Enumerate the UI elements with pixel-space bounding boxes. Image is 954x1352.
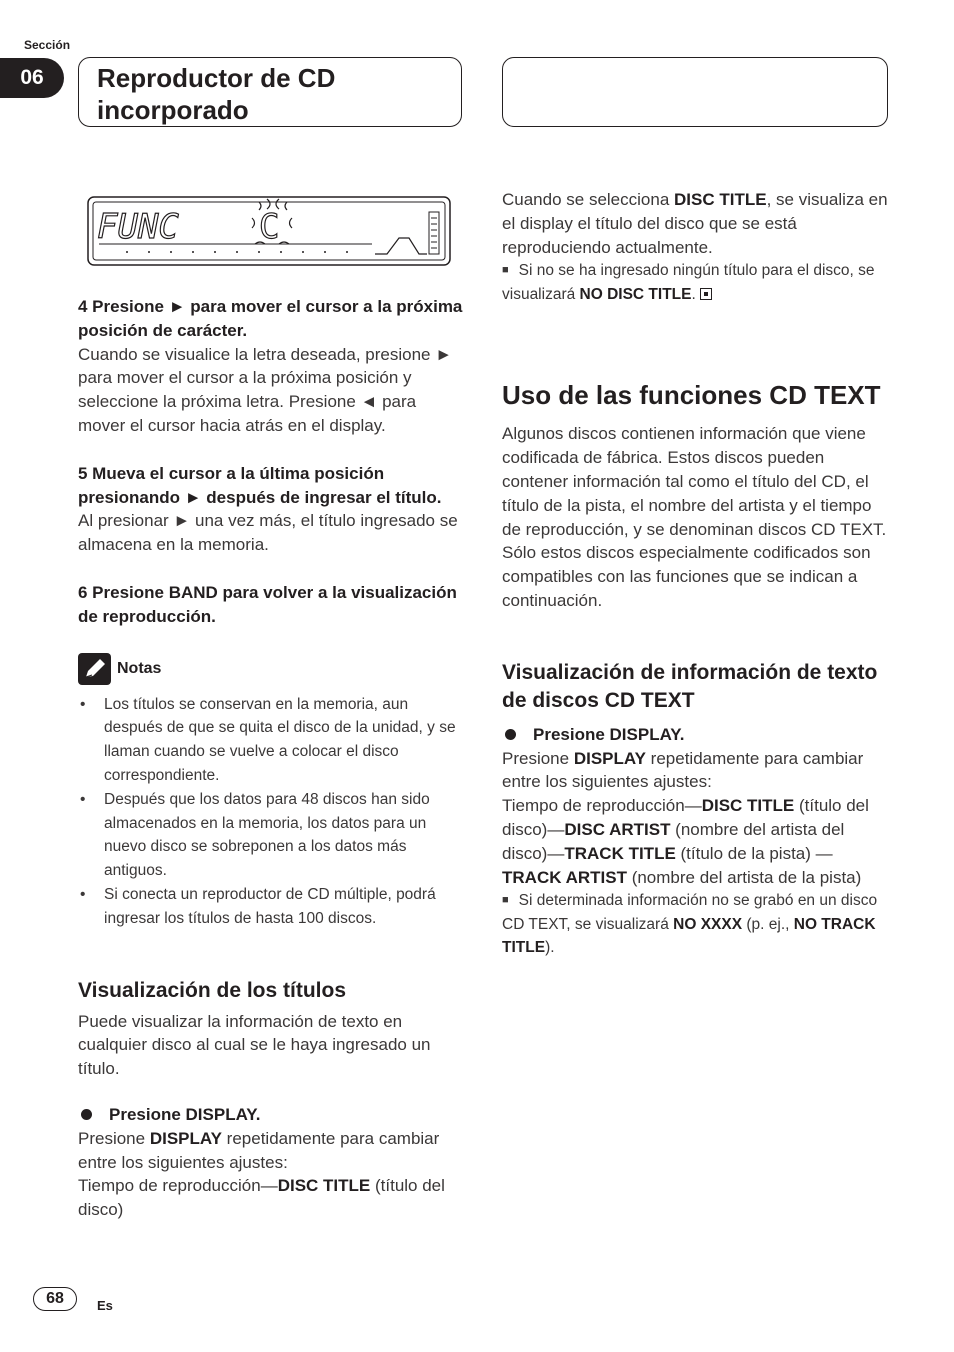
- lcd-display-graphic: [87, 196, 451, 266]
- press-display-body: Presione DISPLAY repetidamente para cambiar entre los siguientes ajustes:: [78, 1128, 440, 1172]
- notes-label: Notas: [117, 659, 162, 677]
- disc-title-intro: Cuando se selecciona DISC TITLE, se visualiza en el display el título del disco que se está reproduciendo actualmente.: [502, 190, 888, 257]
- chapter-title: [97, 62, 335, 126]
- section-label: Sección: [24, 38, 71, 52]
- chapter-title-line2: incorporado: [97, 95, 249, 125]
- sub-heading: Visualización de información de texto de discos CD TEXT: [502, 660, 878, 712]
- display-sequence: Tiempo de reproducción—DISC TITLE (título del disco)—DISC ARTIST (nombre del artista del disco)—TRACK TITLE (título de la pista) —TRACK ARTIST (nombre del artista de la pista): [502, 796, 869, 887]
- notes-list: [78, 693, 466, 931]
- note-item: • Después que los datos para 48 discos han sido almacenados en la memoria, los datos para un nuevo disco se sobreponen a los datos más antiguos.: [78, 788, 466, 883]
- step-6-title: 6 Presione BAND para volver a la visualización de reproducción.: [78, 582, 457, 626]
- cd-text-body: Algunos discos contienen información que viene codificada de fábrica. Estos discos pueden contener información tal como el título del CD, el título de la pista, el nombre del artista y el tiempo de reproducción, y se denominan discos CD TEXT. Sólo estos discos especialmente codificados son compatibles con las funciones que se indican a continuación.: [502, 424, 887, 610]
- square-bullet-icon: ■: [502, 264, 509, 277]
- step-4-title: 4 Presione ► para mover el cursor a la próxima posición de carácter.: [78, 297, 463, 340]
- bullet-dot-icon: [81, 1109, 92, 1120]
- page-number: 68: [33, 1287, 77, 1311]
- section-heading-titles: Visualización de los títulos: [78, 978, 347, 1002]
- section-number-badge: 06: [0, 58, 64, 98]
- notes-header: [78, 653, 466, 685]
- step-4-body: Cuando se visualice la letra deseada, presione ► para mover el cursor a la próxima posición y seleccione la próxima letra. Presione ◄ para mover el cursor hacia atrás en el display.: [78, 344, 453, 435]
- empty-header-box: [502, 57, 888, 127]
- chapter-title-box: [78, 57, 462, 127]
- lcd-cursor-char: C: [259, 207, 280, 247]
- section-intro: Puede visualizar la información de texto en cualquier disco al cual se le haya ingresado un título.: [78, 1011, 431, 1079]
- pencil-icon: [78, 653, 111, 685]
- main-heading: Uso de las funciones CD TEXT: [502, 380, 881, 411]
- end-mark-icon: [700, 288, 712, 300]
- step-5-title: 5 Mueva el cursor a la última posición presionando ► después de ingresar el título.: [78, 463, 442, 507]
- press-display-body-right: Presione DISPLAY repetidamente para cambiar entre los siguientes ajustes:: [502, 748, 864, 792]
- square-bullet-icon: ■: [502, 894, 509, 907]
- lcd-display-illustration: [87, 196, 451, 266]
- step-5-body: Al presionar ► una vez más, el título ingresado se almacena en la memoria.: [78, 511, 458, 555]
- chapter-title-line1: Reproductor de CD: [97, 63, 336, 93]
- no-title-note: ■ Si no se ha ingresado ningún título para el disco, se visualizará NO DISC TITLE.: [502, 262, 875, 303]
- lcd-func-text: FUNC: [97, 207, 179, 247]
- bullet-press-display: Presione DISPLAY.: [78, 1103, 466, 1127]
- right-column: [502, 188, 890, 960]
- left-column: [78, 295, 466, 1222]
- note-item: • Los títulos se conservan en la memoria, aun después de que se quita el disco de la unidad, y se llaman cuando se vuelve a colocar el disco correspondiente.: [78, 693, 466, 788]
- note-item: • Si conecta un reproductor de CD múltiple, podrá ingresar los títulos de hasta 100 discos.: [78, 883, 466, 931]
- tiempo-sequence: Tiempo de reproducción—DISC TITLE (título del disco): [78, 1176, 445, 1220]
- bullet-press-display-right: Presione DISPLAY.: [502, 723, 890, 747]
- language-code: Es: [97, 1298, 113, 1313]
- bullet-dot-icon: [505, 729, 516, 740]
- no-info-note: ■ Si determinada información no se grabó en un disco CD TEXT, se visualizará NO XXXX (p. ej., NO TRACK TITLE).: [502, 892, 878, 957]
